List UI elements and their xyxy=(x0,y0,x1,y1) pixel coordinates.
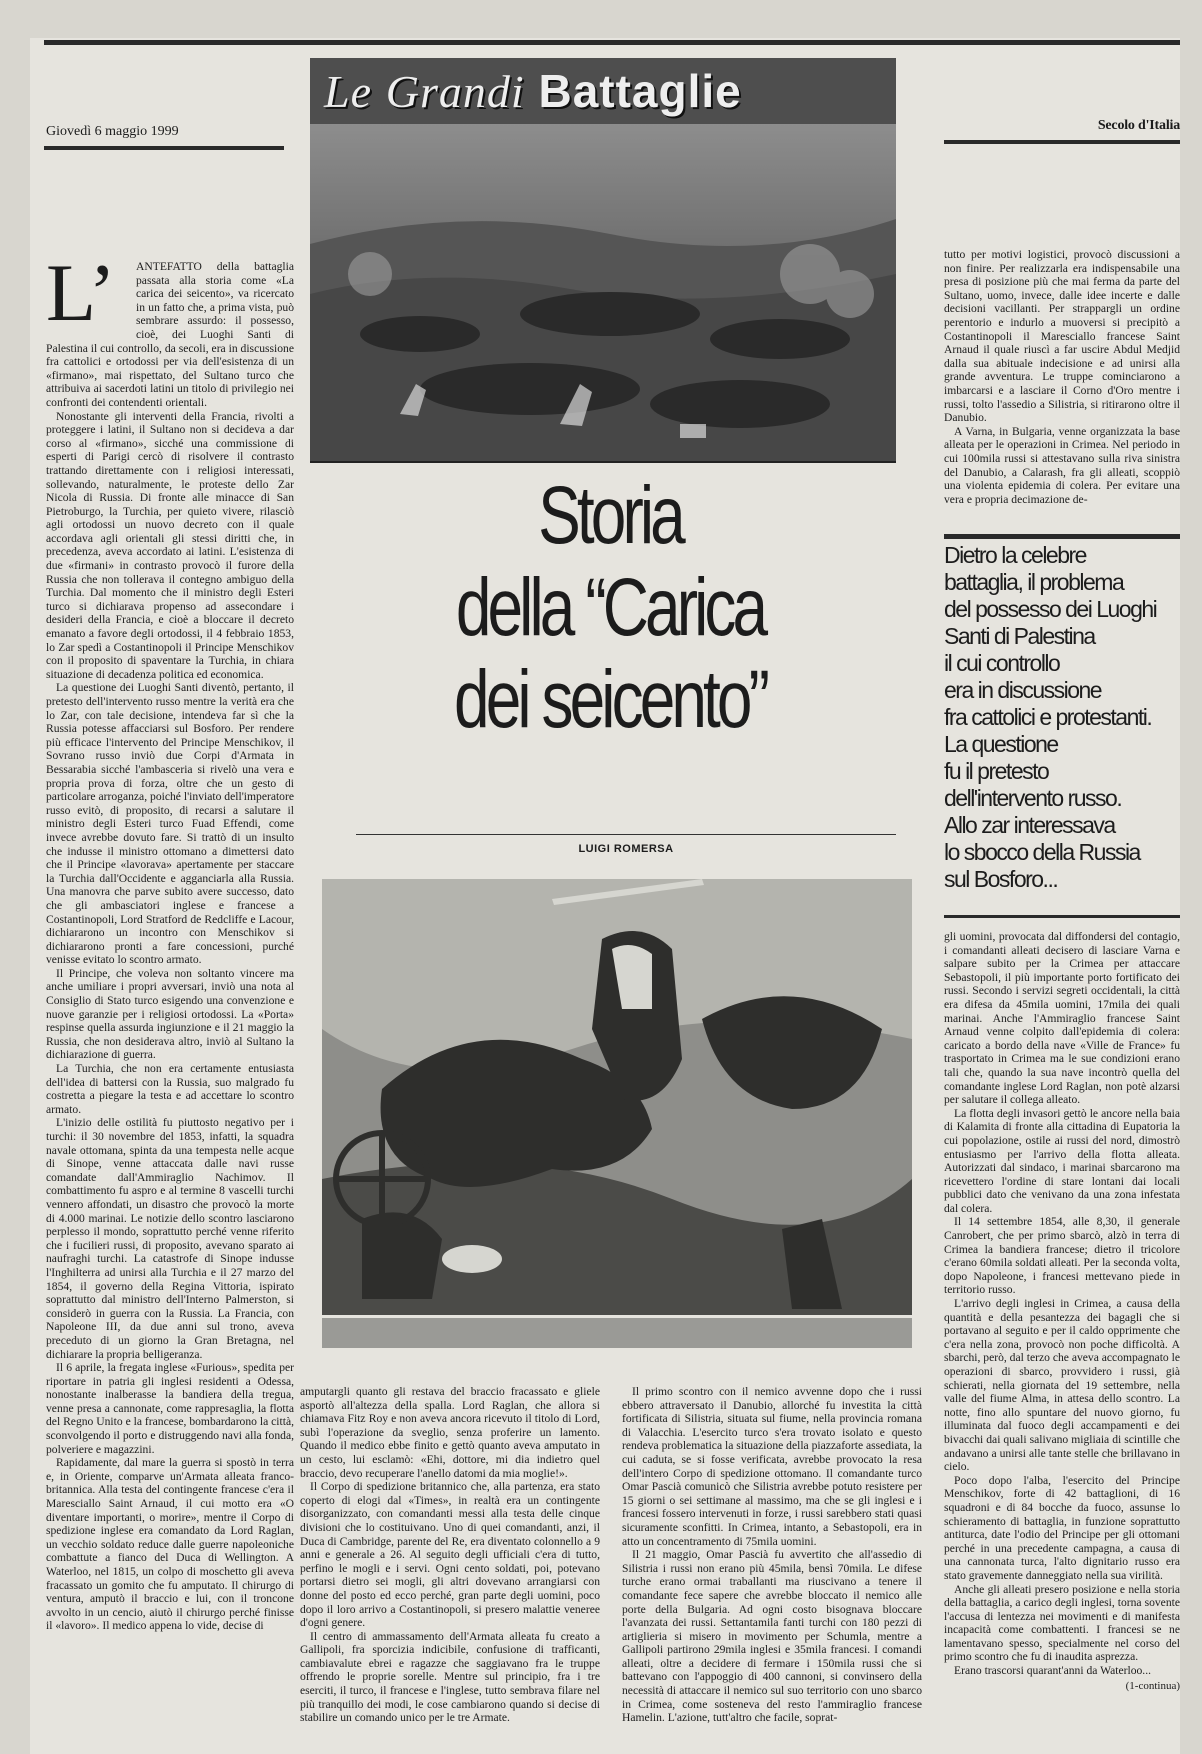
article-paragraph: La flotta degli invasori gettò le ancore nella baia di Kalamita di fronte alla cittadina di Eupatoria la cui popolazione, ostile ai russi del nord, dimostrò entusiasmo per l'arrivo della flotta alleata. Autorizzati dal sindaco, i marinai sbarcarono ma ricevettero l'ordine di stare lontani dai locali pubblici dato che venivano da una zona infestata dal colera. xyxy=(944,1106,1180,1215)
issue-date: Giovedì 6 maggio 1999 xyxy=(46,124,179,139)
section-title-battaglie: Battaglie xyxy=(538,65,742,117)
pullquote-line: del possesso dei Luoghi xyxy=(944,596,1157,622)
article-paragraph: Il 6 aprile, la fregata inglese «Furious», spedita per riportare in patria gli inglesi residenti a Odessa, nonostante inalberasse la bandiera della tregua, venne presa a cannonate, come rappresaglia, la flotta del Regno Unito e la francese, bombardarono la città, sconvolgendo il porto e distruggendo navi alla fonda, polveriere e magazzini. xyxy=(46,1361,294,1456)
article-headline xyxy=(392,470,829,746)
pullquote-rule-bottom xyxy=(944,915,1180,918)
hussar-charge-art xyxy=(322,879,912,1315)
article-paragraph: A Varna, in Bulgaria, venne organizzata la base alleata per le operazioni in Crimea. Nel periodo in cui 100mila russi si attestavano sulla riva sinistra del Danubio, a Calarash, fra gli alleati, scoppiò una violenta epidemia di colera. Per evitare una vera e propria decimazione de- xyxy=(944,424,1180,506)
article-paragraph: Anche gli alleati presero posizione e nella storia della battaglia, a carico degli inglesi, torna sovente l'accusa di lentezza nei movimenti e di manifesta incapacità come combattenti. I francesi se ne lamentavano spesso, specialmente nel corso del primo scontro che fu di inaudita asprezza. xyxy=(944,1582,1180,1664)
section-masthead xyxy=(310,58,896,124)
newspaper-name: Secolo d'Italia xyxy=(1097,118,1180,133)
drop-cap: L’ xyxy=(46,260,116,338)
pullquote-line: dell'intervento russo. xyxy=(944,785,1122,811)
article-paragraph: tutto per motivi logistici, provocò discussioni a non finire. Per realizzarla era indispensabile una presa di posizione più che mai ferma da parte del Sultano, uomo, invece, dalle idee incerte e dalle decisioni vacillanti. Per strappargli un ordine perentorio e indurlo a muoversi si precipitò a Costantinopoli il Maresciallo francese Saint Arnaud il quale riuscì a far uscire Abdul Medjid dalla sua abituale indecisione e ad unirsi alla grande avventura. Le truppe cominciarono a imbarcarsi e a lasciare il Corno d'Oro mentre i russi, tolto l'assedio a Silistria, si ritirarono oltre il Danubio. xyxy=(944,248,1180,425)
article-paragraph: amputargli quanto gli restava del braccio fracassato e gliele asportò all'altezza della spalla. Lord Raglan, che allora si chiamava Fitz Roy e non aveva ancora ricevuto il titolo di Lord, subì l'operazione da sveglio, senza proferire un lamento. Quando il medico ebbe finito e gettò quanto aveva amputato in un cesto, lui esclamò: «Ehi, dottore, mi dia indietro quel braccio, devo recuperare l'anello datomi da mia moglie!». xyxy=(300,1385,600,1480)
article-paragraph: gli uomini, provocata dal diffondersi del contagio, i comandanti alleati decisero di lasciare Varna e salpare subito per la Crimea per attaccare Sebastopoli, il più importante porto fortificato dei russi. Secondo i servizi segreti occidentali, la città era difesa da 45mila uomini, 17mila dei quali marinai. Anche l'Ammiraglio francese Saint Arnaud venne colpito dall'epidemia di colera: caricato a bordo della nave «Ville de France» fu trasportato in Crimea ma le sue condizioni erano tali che, quando la sua nave incontrò quella del comandante inglese Lord Raglan, non potè alzarsi per salutare il collega alleato. xyxy=(944,930,1180,1107)
article-paragraph: Il 21 maggio, Omar Pascià fu avvertito che all'assedio di Silistria i russi non erano più 45mila, bensì 70mila. Le difese turche erano ormai traballanti ma riuscivano a tenere il comandante fece sapere che avrebbe bloccato il nemico alle porte della Bulgaria. Ad ogni costo bisognava bloccare l'avanzata dei russi. Settantamila fanti turchi con 180 pezzi di artiglieria si misero in movimento per Schumla, mentre a Gallipoli partirono 29mila inglesi e 35mila francesi. I comandi alleati, oltre a decidere di fermare i 150mila russi che si battevano con l'appoggio di 400 cannoni, si convinsero della necessità di attaccare il nemico sul suo territorio con uno sbarco in Crimea, come sosteneva del resto l'ammiraglio francese Hamelin. L'azione, tutt'altro che facile, soprat- xyxy=(622,1548,922,1725)
article-paragraph: Poco dopo l'alba, l'esercito del Principe Menschikov, forte di 42 battaglioni, di 16 squadroni e di 84 bocche da fuoco, assunse lo schieramento di battaglia, in funzione soprattutto antiturca, date l'odio del Principe per gli ottomani perché in una precedente campagna, a causa di una cannonata turca, l'alto dignitario russo era stato gravemente danneggiato nella sua virilità. xyxy=(944,1473,1180,1582)
headline-line-1: Storia xyxy=(538,470,682,561)
article-paragraph: Il centro di ammassamento dell'Armata alleata fu creato a Gallipoli, fra sporcizia indicibile, confusione di trafficanti, cambiavalute ebrei e ragazze che saggiavano fra le truppe offrendo le proprie sorelle. Mentre sul principio, fra i tre eserciti, il turco, il francese e l'inglese, tutto sembrava filare nel più tranquillo dei modi, le cose cambiarono quando si decise di stabilire un comando unico per le tre Armate. xyxy=(300,1629,600,1725)
article-paragraph: Nonostante gli interventi della Francia, rivolti a proteggere i latini, il Sultano non si decideva a dar corso al «firmano», sicché una commissione di esperti di Parigi cercò di risolvere il contrasto trattando direttamente con i religiosi interessati, sollevando, naturalmente, le proteste dello Zar Nicola di Russia. Di fronte alle minacce di San Pietroburgo, la Turchia, per quieto vivere, rilasciò agli ortodossi un nuovo decreto con il quale accordava agli orientali gli stessi diritti che, in precedenza, aveva accordato ai latini. L'esistenza di due «firmani» in contrasto provocò il furore della Russia che non tollerava il contegno ambiguo della Turchia. Dal momento che il ministro degli Esteri turco si dichiarava propenso ad assecondare i desideri della Francia, e cioè a bloccare il decreto emanato a favore degli ortodossi, il 4 febbraio 1853, lo Zar spedì a Costantinopoli il Principe Menschikov con il proposito di spaventare la Turchia, in chiara situazione di decadenza politica ed economica. xyxy=(46,409,294,681)
battle-engraving-image xyxy=(310,124,896,461)
header-rule-right xyxy=(944,140,1180,144)
article-paragraph: Il Corpo di spedizione britannico che, alla partenza, era stato coperto di elogi dal «Times», in realtà era un contingente disorganizzato, con comandanti messi alla testa delle cinque divisioni che lo costituivano. Uno di quei comandanti, anzi, il Duca di Cambridge, parente del Re, era diventato colonnello a 9 anni e generale a 26. Al seguito degli ufficiali c'era di tutto, perfino le mogli e i servi. Ogni cento soldati, poi, potevano portarsi dietro sei mogli, gli altri dovevano arrangiarsi con donne del posto ed ecco perché, gran parte degli uomini, poco dopo il loro arrivo a Costantinopoli, si presero malattie veneree d'ogni genere. xyxy=(300,1480,600,1630)
section-title xyxy=(324,64,742,118)
article-paragraph: L'arrivo degli inglesi in Crimea, a causa della quantità e della pesantezza dei bagagli che si portavano al seguito e per il caldo opprimente che c'era nella zona, provocò non poche difficoltà. A sbarchi, però, dal terzo che aveva accompagnato le operazioni di sbarco, provvidero i russi, già schierati, nella giornata del 19 settembre, nella valle del fiume Alma, in attesa dello scontro. La notte, fino allo spuntare del nuovo giorno, fu illuminata dal fuoco degli accampamenti e dei bivacchi dai quali salivano migliaia di scintille che andavano a unirsi alle tante stelle che brillavano in cielo. xyxy=(944,1297,1180,1474)
headline-line-2: della “Carica xyxy=(455,562,765,653)
pullquote-rule-top xyxy=(944,534,1180,539)
battle-engraving-art xyxy=(310,124,896,461)
pullquote-line: Dietro la celebre xyxy=(944,542,1086,568)
byline-rule xyxy=(356,834,896,835)
article-column-4-bottom xyxy=(944,930,1180,1750)
pullquote-line: lo sbocco della Russia xyxy=(944,839,1140,865)
article-paragraph: ANTEFATTO della battaglia passata alla storia come «La carica dei seicento», va ricercato in un fatto che, a prima vista, può sembrare assurdo: il possesso, cioè, dei Luoghi Santi di Palestina il cui controllo, da secoli, era in discussione fra cattolici e ortodossi per via dell'esistenza di un «firmano», mai rispettato, del Sultano turco che attribuiva ai sacerdoti latini un titolo di privilegio nei confronti dei contendenti orientali. xyxy=(46,260,294,409)
article-paragraph: Il Principe, che voleva non soltanto vincere ma anche umiliare i propri avversari, inviò una nota al Consiglio di Stato turco esigendo una convenzione e nuove garanzie per i religiosi ortodossi. La «Porta» respinse quella assurda ingiunzione e il 21 maggio la Russia, che non desiderava altro, inviò al Sultano la dichiarazione di guerra. xyxy=(46,966,294,1062)
headline-line-3: dei seicento” xyxy=(454,654,766,745)
pullquote xyxy=(944,542,1180,893)
article-paragraph: Il primo scontro con il nemico avvenne dopo che i russi ebbero attraversato il Danubio, allorché fu investita la città fortificata di Silistria, situata sul fiume, nella provincia romana di Valacchia. L'esercito turco s'era trovato isolato e questo rendeva problematica la situazione della piazzaforte assediata, la cui caduta, se si fosse verificata, avrebbe provocato la resa dell'intero Corpo di spedizione ottomano. Il comandante turco Omar Pascià comunicò che Silistria avrebbe potuto resistere per 15 giorni o sei settimane al massimo, ma che se gli inglesi e i francesi fossero intervenuti in forze, i russi sarebbero stati quasi sicuramente sconfitti. In Crimea, intanto, a Sebastopoli, era in atto un concentramento di 75mila uomini. xyxy=(622,1385,922,1548)
section-title-le: Le xyxy=(324,66,372,117)
continuation-note: (1-continua) xyxy=(1125,1679,1180,1692)
article-paragraph: L'inizio delle ostilità fu piuttosto negativo per i turchi: il 30 novembre del 1853, infatti, la squadra navale ottomana, spinta da una tempesta nelle acque di Sinope, venne attaccata dalle navi russe comandate dall'Ammiraglio Nachimov. Il combattimento fu aspro e al termine 8 vascelli turchi vennero affondati, un disastro che provocò la morte di 4.000 marinai. Le notizie dello scontro lasciarono perplesso il mondo, soprattutto perché venne riferito che i fucilieri russi, di proposito, avevano sparato ai naufraghi turchi. La catastrofe di Sinope indusse l'Inghilterra ad unirsi alla Turchia e il 27 marzo del 1854, il governo della Regina Vittoria, ispirato soprattutto dal ministro dell'Interno Palmerston, si considerò in guerra con la Russia. La Francia, con Napoleone III, da due anni sul trono, aveva preceduto di un giorno la Gran Bretagna, nel dichiarare la propria belligeranza. xyxy=(46,1116,294,1361)
section-title-grandi: Grandi xyxy=(385,66,525,117)
image-caption-bar xyxy=(322,1318,912,1348)
pullquote-line: Allo zar interessava xyxy=(944,812,1115,838)
pullquote-line: fu il pretesto xyxy=(944,758,1049,784)
pullquote-line: La questione xyxy=(944,731,1058,757)
article-column-4-top xyxy=(944,248,1180,523)
top-rule xyxy=(44,40,1180,45)
byline: LUIGI ROMERSA xyxy=(578,843,674,855)
article-column-3 xyxy=(622,1385,922,1750)
article-column-2 xyxy=(300,1385,600,1750)
pullquote-line: fra cattolici e protestanti. xyxy=(944,704,1152,730)
pullquote-line: il cui controllo xyxy=(944,650,1060,676)
pullquote-line: battaglia, il problema xyxy=(944,569,1124,595)
pullquote-line: sul Bosforo... xyxy=(944,866,1058,892)
article-paragraph: Erano trascorsi quarant'anni da Waterloo... xyxy=(954,1664,1151,1678)
image-border xyxy=(310,461,896,463)
header-rule-left xyxy=(44,146,284,150)
article-paragraph: Rapidamente, dal mare la guerra si spostò in terra e, in Oriente, comparve un'Armata alleata franco-britannica. Alla testa del contingente francese c'era il Maresciallo Saint Arnaud, il cui motto era «O diventare importanti, o morire», mentre il Corpo di spedizione inglese era comandato da Lord Raglan, un vecchio soldato reduce dalle guerre napoleoniche combattute a fianco del Duca di Wellington. A Waterloo, nel 1815, un colpo di moschetto gli aveva fracassato un gomito che fu amputato. Il chirurgo di ventura, amputò il braccio e lui, con il troncone avvolto in un cencio, aiutò il chirurgo perché finisse il «lavoro». Il medico appena lo vide, decise di xyxy=(46,1456,294,1633)
article-paragraph: La questione dei Luoghi Santi diventò, pertanto, il pretesto dell'intervento russo mentre la verità era che lo Zar, con tale decisione, intendeva far sì che la Russia potesse affacciarsi sul Bosforo. Per rendere più efficace l'intervento del Principe Menschikov, il Sovrano russo inviò due Corpi d'Armata in Bessarabia sicché l'ambasceria si rivelò una vera e propria prova di forza, oltre che un gesto di particolare arroganza, poiché l'inviato dell'imperatore russo evitò, di proposito, di recarsi a salutare il ministro degli Esteri turco Fuad Effendi, come invece avrebbe dovuto fare. Si trattò di un insulto che indusse il ministro ottomano a dimettersi dato che il Principe «lavorava» apertamente per staccare la Turchia dall'Occidente e agganciarla alla Russia. Una manovra che parve subito avere successo, dato che gli ambasciatori inglese e francese a Costantinopoli, Lord Stratford de Redcliffe e Lacour, dichiararono un incontro con Menschikov si dichiararono pronti a fare concessioni, purché venisse evitato lo scontro armato. xyxy=(46,681,294,967)
pullquote-line: Santi di Palestina xyxy=(944,623,1095,649)
pullquote-line: era in discussione xyxy=(944,677,1102,703)
article-paragraph: La Turchia, che non era certamente entusiasta dell'idea di battersi con la Russia, suo malgrado fu costretta a piegare la testa e ad accettare lo scontro armato. xyxy=(46,1062,294,1116)
hussar-charge-image xyxy=(322,879,912,1315)
article-column-1 xyxy=(46,260,294,1750)
article-paragraph: Il 14 settembre 1854, alle 8,30, il generale Canrobert, che per primo sbarcò, alzò in terra di Crimea la bandiera francese; dietro il tricolore c'erano 60mila soldati alleati. Per la seconda volta, dopo Napoleone, i francesi mettevano piede in territorio russo. xyxy=(944,1215,1180,1297)
